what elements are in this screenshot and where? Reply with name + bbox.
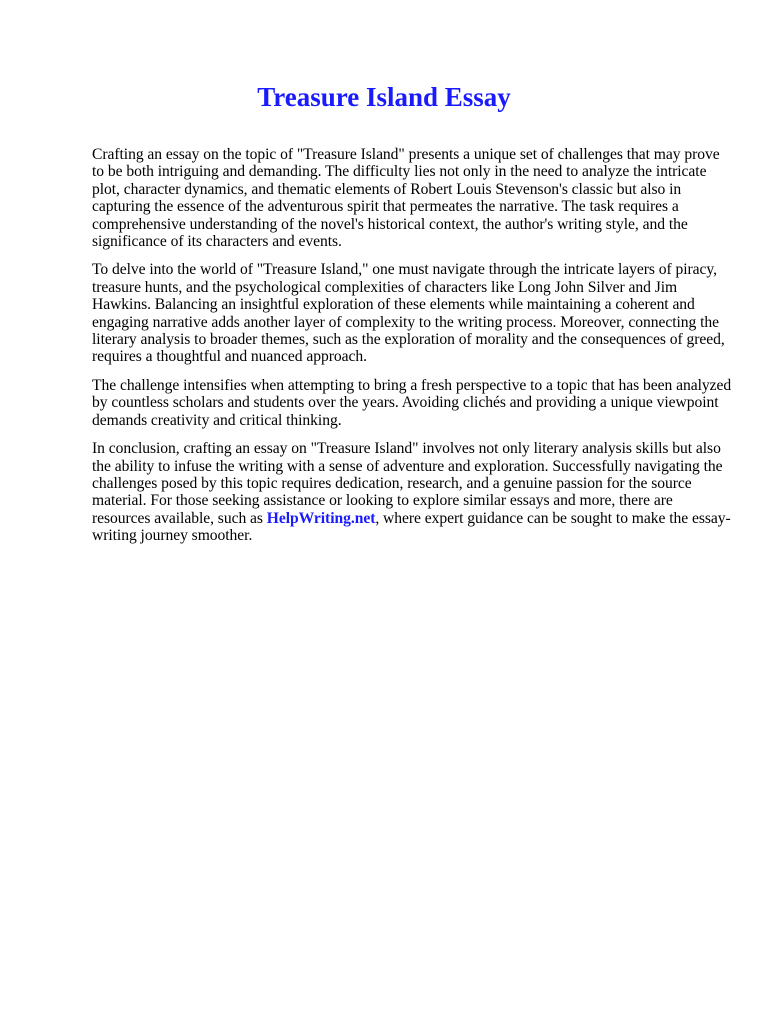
conclusion-text-after-link: , where expert guidance can be sought to make the essay-writing journey smoother. [92,509,731,545]
essay-body [92,146,732,556]
page-title: Treasure Island Essay [257,82,511,112]
conclusion-text-before-link: In conclusion, crafting an essay on "Treasure Island" involves not only literary analysis skills but also the ability to infuse the writing with a sense of adventure and exploration. Successfully navigating the challenges posed by this topic requires dedication, research, and a genuine passion for the source material. For those seeking assistance or looking to explore similar essays and more, there are resources available, such as [92,440,723,527]
helpwriting-link[interactable]: HelpWriting.net [266,509,376,527]
paragraph-1: Crafting an essay on the topic of "Treasure Island" presents a unique set of challenges that may prove to be both intriguing and demanding. The difficulty lies not only in the need to analyze the intricate plot, character dynamics, and thematic elements of Robert Louis Stevenson's classic but also in capturing the essence of the adventurous spirit that permeates the narrative. The task requires a comprehensive understanding of the novel's historical context, the author's writing style, and the significance of its characters and events. [92,146,720,251]
paragraph-conclusion [92,440,732,544]
paragraph-2: To delve into the world of "Treasure Island," one must navigate through the intricate layers of piracy, treasure hunts, and the psychological complexities of characters like Long John Silver and Jim Hawkins. Balancing an insightful exploration of these elements while maintaining a coherent and engaging narrative adds another layer of complexity to the writing process. Moreover, connecting the literary analysis to broader themes, such as the exploration of morality and the consequences of greed, requires a thoughtful and nuanced approach. [92,261,725,366]
paragraph-3: The challenge intensifies when attempting to bring a fresh perspective to a topic that has been analyzed by countless scholars and students over the years. Avoiding clichés and providing a unique viewpoint demands creativity and critical thinking. [92,376,732,429]
